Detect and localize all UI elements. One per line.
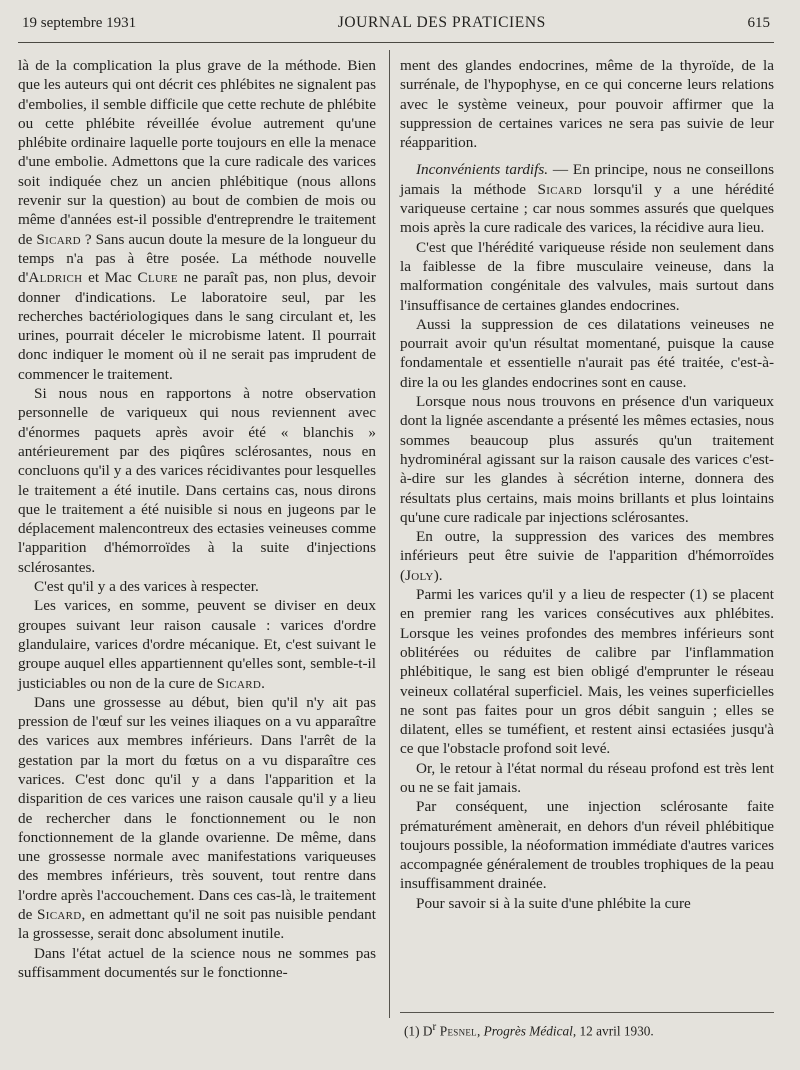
author-name: Pesnel xyxy=(436,1023,477,1039)
footnote: (1) $D^r$ Pesnel, Progrès Médical, 12 avril 1930. xyxy=(404,1021,654,1039)
paragraph: Or, le retour à l'état normal du réseau profond est très lent ou ne se fait jamais. xyxy=(400,759,774,796)
column-divider xyxy=(389,50,390,1018)
paragraph: Pour savoir si à la suite d'une phlébite la cure xyxy=(416,894,691,912)
paragraph: là de la complication la plus grave de la méthode. Bien que les auteurs qui ont décrit ces phlébites ne signalent pas d'embolies, il semble difficile que cette rechute de phlébite ou cette phlébite réveillée évolue autrement qu'une phlébite ordinaire laquelle porte toujours en elle la menace d'une embolie. Admettons que la cure radicale des varices soit indiquée chez un ancien phlébitique (nous allons revenir sur la question) au bout de combien de mois ou même d'années est-il possible d'entreprendre le traitement de Sicard ? Sans aucun doute la mesure de la longueur du temps n'a pas à être posée. La méthode nouvelle d'Aldrich et Mac Clure ne paraît pas, non plus, devoir donner d'indications. Le laboratoire seul, par les recherches bactériologiques dans le sang circulant et, les urines, pourrait déceler le microbisme latent. Il pourrait donc indiquer le moment où il ne serait pas imprudent de commencer le traitement. xyxy=(18,57,376,383)
author-name: Sicard xyxy=(37,906,82,924)
right-column xyxy=(400,56,774,913)
paragraph: C'est que l'hérédité variqueuse réside non seulement dans la faiblesse de la fibre musculaire veineuse, dans la malformation congénitale des valvules, mais surtout dans l'insuffisance de certaines glandes endocrines. xyxy=(400,238,774,314)
author-name: Joly xyxy=(405,566,434,584)
paragraph: Les varices, en somme, peuvent se diviser en deux groupes suivant leur raison causale : varices d'ordre glandulaire, varices d'ordre mécanique. Et, c'est suivant le groupe auquel elles appartiennent qu'elles sont, semble-t-il justiciables ou non de la cure de Sicard. xyxy=(18,597,376,692)
page-number: 615 xyxy=(747,15,770,31)
paragraph: ment des glandes endocrines, même de la thyroïde, de la surrénale, de l'hypophyse, en ce qui concerne leurs relations avec le système veineux, pour pouvoir affirmer que la suppression de certaines varices ne sera pas suivie de leur réapparition. xyxy=(400,57,774,152)
author-name: Aldrich xyxy=(28,269,83,287)
paragraph: Lorsque nous nous trouvons en présence d'un variqueux dont la lignée ascendante a présenté les mêmes ectasies, nous sommes beaucoup plus assurés qu'un traitement hydrominéral agissant sur la raison causale des varices c'est-à-dire sur les glandes à sécrétion interne, donnera des résultats plus certains, mais moins brillants et plus lointains qu'une cure radicale par injections sclérosantes. xyxy=(400,393,774,526)
paragraph: Dans une grossesse au début, bien qu'il n'y ait pas pression de l'œuf sur les veines iliaques on a vu apparaître des varices aux membres inférieurs. Dans l'arrêt de la gestation par la mort du fœtus on a vu disparaître ces varices. C'est donc qu'il y a dans l'apparition et la disparition de ces varices une raison causale qu'il y a lieu de rechercher dans le fonctionnement ou le non fonctionnement de la glande ovarienne. De même, dans une grossesse normale avec manifestations variqueuses des membres inférieurs, très souvent, tout rentre dans l'ordre après l'accouchement. Dans ces cas-là, le traitement de Sicard, en admettant qu'il ne soit pas nuisible pendant la grossesse, serait donc absolument inutile. xyxy=(18,693,376,943)
author-name: Clure xyxy=(137,269,178,287)
header-rule xyxy=(18,42,774,43)
paragraph: Aussi la suppression de ces dilatations veineuses ne pourrait avoir qu'un résultat momentané, puisque la cause fondamentale et essentielle n'aurait pas été traitée, c'est-à-dire la ou les glandes endocrines sont en cause. xyxy=(400,315,774,391)
paragraph: Inconvénients tardifs. — En principe, nous ne conseillons jamais la méthode Sicard lorsqu'il y a une hérédité variqueuse certaine ; car nous sommes assurés que quelques mois après la cure radicale des varices, la récidive aura lieu. xyxy=(400,161,774,237)
paragraph: Si nous nous en rapportons à notre observation personnelle de variqueux qui nous reviennent avec d'énormes paquets après avoir été « blanchis » antérieurement par des piqûres sclérosantes, nous en concluons qu'il y a des varices récidivantes pour lesquelles le traitement a été inutile. Dans certains cas, nous dirons que le traitement a été nuisible si nous en jugeons par le déplacement malencontreux des ectasies veineuses comme l'apparition d'hémorroïdes à la suite d'injections sclérosantes. xyxy=(18,385,376,576)
journal-title: JOURNAL DES PRATICIENS xyxy=(337,14,546,31)
paragraph: Par conséquent, une injection sclérosante faite prématurément amènerait, en dehors d'un réveil phlébitique toujours possible, la néoformation immédiate d'autres varices accompagnée généralement de troubles trophiques de la peau insuffisamment drainée. xyxy=(400,798,774,893)
paragraph: Dans l'état actuel de la science nous ne sommes pas suffisamment documentés sur le fonctionne- xyxy=(18,944,376,981)
author-name: Sicard xyxy=(36,230,81,248)
running-header xyxy=(22,14,770,40)
journal-reference: Progrès Médical xyxy=(483,1023,573,1039)
footnote-rule xyxy=(400,1012,774,1013)
left-column xyxy=(18,56,376,982)
paragraph: En outre, la suppression des varices des membres inférieurs peut être suivie de l'apparition d'hémorroïdes (Joly). xyxy=(400,528,774,584)
paragraph: Parmi les varices qu'il y a lieu de respecter (1) se placent en premier rang les varices consécutives aux phlébites. Lorsque les veines profondes des membres inférieurs sont oblitérées ou réduites de calibre par l'inflammation phlébitique, le sang est bien obligé d'emprunter le réseau veineux collatéral superficiel. Mais, les veines superficielles ne sont pas faites pour un gros débit sanguin ; elles se dilatent, elles se tuméfient, et restent ainsi ectasiées jusqu'à ce que l'obstacle profond soit levé. xyxy=(400,586,774,758)
author-name: Sicard xyxy=(537,180,582,198)
header-date: 19 septembre 1931 xyxy=(22,15,137,31)
section-heading: Inconvénients tardifs. xyxy=(416,161,549,179)
paragraph: C'est qu'il y a des varices à respecter. xyxy=(34,578,259,596)
author-name: Sicard xyxy=(216,674,262,692)
